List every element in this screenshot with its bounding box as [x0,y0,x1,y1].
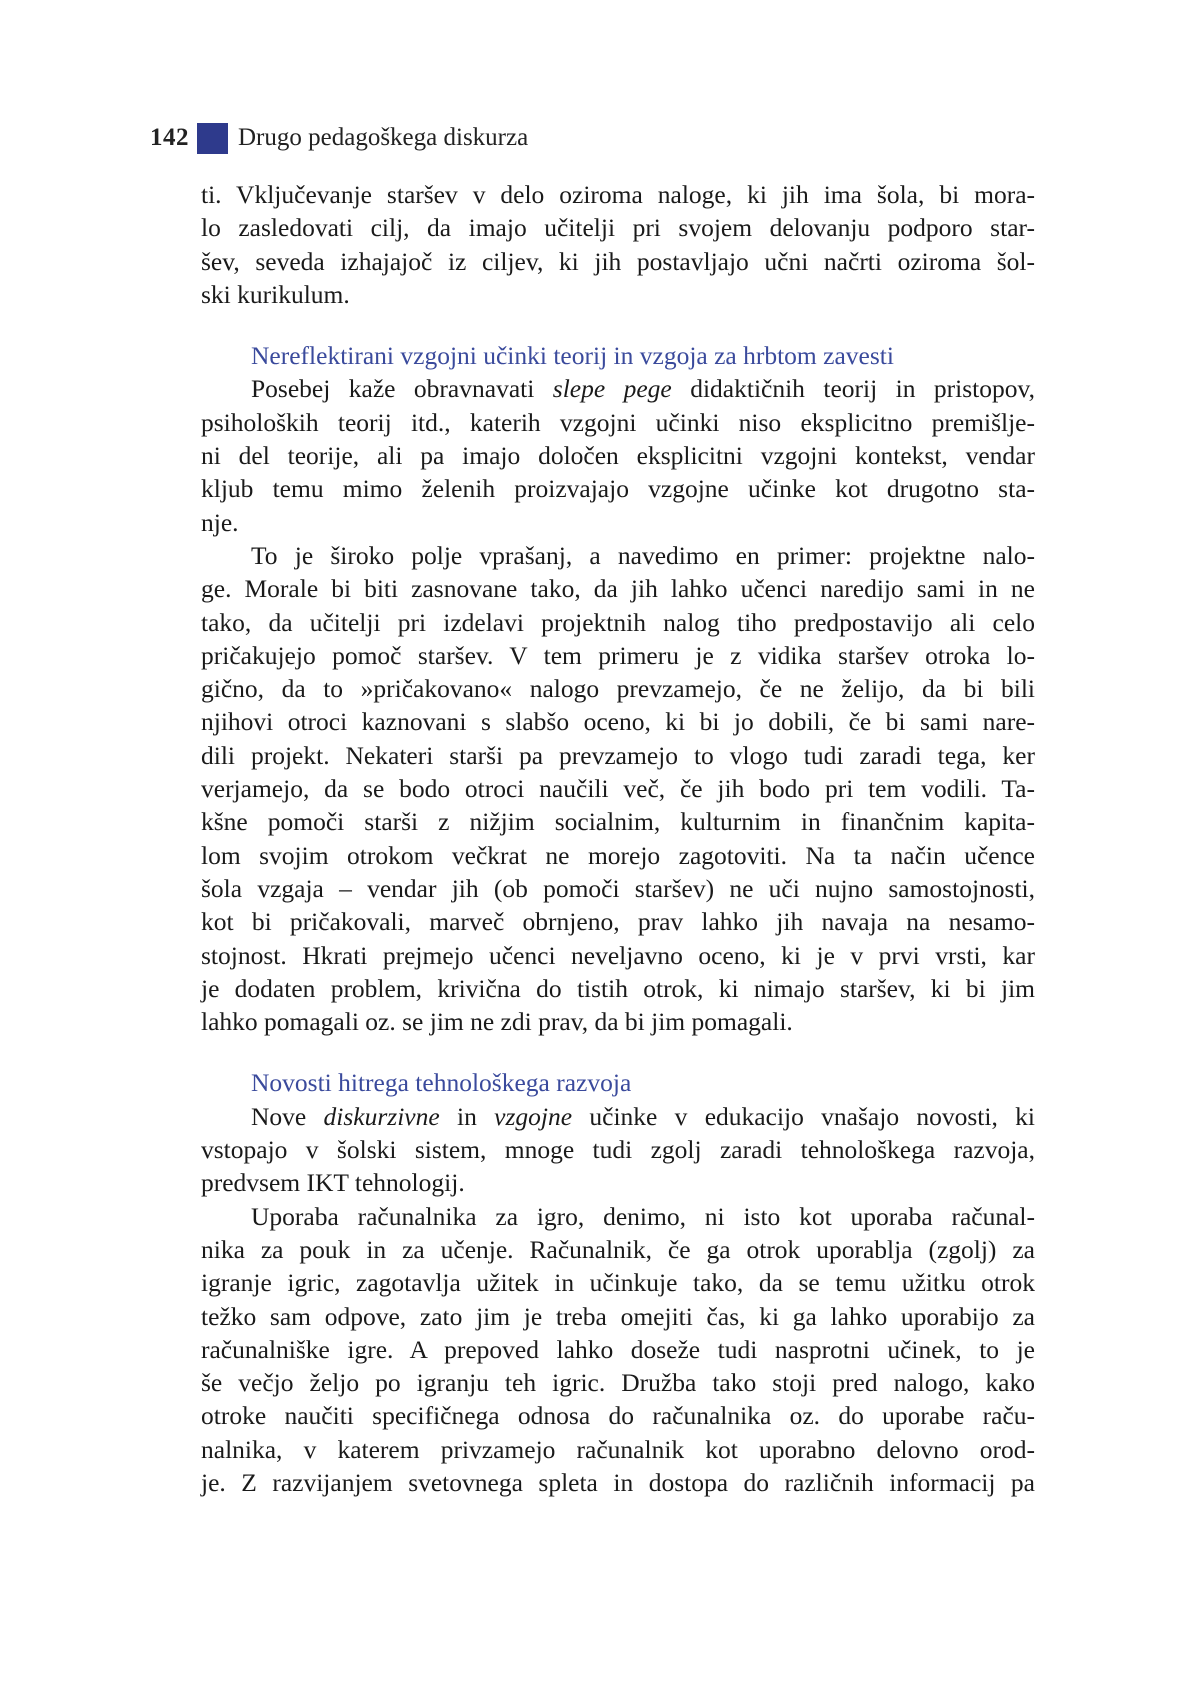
text-line: ti. Vključevanje staršev v delo oziroma naloge, ki jih ima šola, bi mora- [201,180,1035,209]
text-line: lo zasledovati cilj, da imajo učitelji pri svojem delovanju podporo star- [201,213,1035,243]
text-line: nje. [201,507,239,537]
text-line: njihovi otroci kaznovani s slabšo oceno, ki bi jo dobili, če bi sami nare- [201,707,1035,737]
text-line: To je široko polje vprašanj, a navedimo en primer: projektne nalo- [251,540,1035,570]
text-line: otroke naučiti specifičnega odnosa do računalnika oz. do uporabe raču- [201,1401,1035,1431]
text-run: in [439,1101,495,1131]
paragraph [201,1100,1035,1200]
text-line: ge. Morale bi biti zasnovane tako, da jih lahko učenci naredijo sami in ne [201,574,1035,604]
text-line: težko sam odpove, zato jim je treba omejiti čas, ki ga lahko uporabijo za [201,1301,1035,1331]
text-line: računalniške igre. A prepoved lahko doseže tudi nasprotni učinek, to je [201,1334,1035,1364]
text-line: šev, seveda izhajajoč iz ciljev, ki jih postavljajo učni načrti oziroma šol- [201,246,1035,276]
text-line: nika za pouk in za učenje. Računalnik, če ga otrok uporablja (zgolj) za [201,1234,1035,1264]
text-line [201,1100,1035,1133]
text-line: predvsem IKT tehnologij. [201,1168,465,1198]
text-line: pričakujejo pomoč staršev. V tem primeru je z vidika staršev otroka lo- [201,640,1035,670]
text-line: je dodaten problem, krivična do tistih otrok, ki nimajo staršev, ki bi jim [201,973,1035,1003]
italic-term: slepe pege [552,374,672,404]
text-line: ni del teorije, ali pa imajo določen eksplicitni vzgojni kontekst, vendar [201,441,1035,471]
text-line: tako, da učitelji pri izdelavi projektnih nalog tiho predpostavijo ali celo [201,607,1035,637]
italic-term: vzgojne [494,1101,573,1131]
text-run: učinke v edukacijo vnašajo novosti, ki [572,1101,1035,1131]
text-line: je. Z razvijanjem svetovnega spleta in dostopa do različnih informacij pa [201,1467,1035,1497]
page-header [150,118,528,158]
text-line: igranje igric, zagotavlja užitek in učinkuje tako, da se temu užitku otrok [201,1268,1035,1298]
text-line: kot bi pričakovali, marveč obrnjeno, prav lahko jih navaja na nesamo- [201,907,1035,937]
text-line: kljub temu mimo želenih proizvajajo vzgojne učinke kot drugotno sta- [201,474,1035,504]
text-line: lahko pomagali oz. se jim ne zdi prav, da bi jim pomagali. [201,1007,793,1037]
header-square-icon [197,123,228,154]
text-run: Nove [251,1101,324,1131]
body-text [201,178,1035,1499]
paragraph [201,372,1035,538]
text-line: lom svojim otrokom večkrat ne morejo zagotoviti. Na ta način učence [201,840,1035,870]
text-run: Posebej kaže obravnavati [251,374,553,404]
paragraph [201,1200,1035,1500]
text-line: gično, da to »pričakovano« nalogo prevzamejo, če ne želijo, da bi bili [201,674,1035,704]
text-line: vstopajo v šolski sistem, mnoge tudi zgolj zaradi tehnološkega razvoja, [201,1135,1035,1165]
text-line: še večjo željo po igranju teh igric. Družba tako stoji pred nalogo, kako [201,1368,1035,1398]
paragraph [201,539,1035,1038]
text-line: nalnika, v katerem privzamejo računalnik kot uporabno delovno orod- [201,1434,1035,1464]
text-line: kšne pomoči starši z nižjim socialnim, kulturnim in finančnim kapita- [201,807,1035,837]
text-line: verjamejo, da se bodo otroci naučili več, če jih bodo pri tem vodili. Ta- [201,774,1035,804]
paragraph-continued [201,178,1035,311]
text-line [201,372,1035,405]
section-heading-1: Nereflektirani vzgojni učinki teorij in vzgoja za hrbtom zavesti [251,341,894,371]
page-number: 142 [150,124,189,151]
text-run: didaktičnih teorij in pristopov, [671,374,1035,404]
text-line: dili projekt. Nekateri starši pa prevzamejo to vlogo tudi zaradi tega, ker [201,740,1035,770]
text-line: stojnost. Hkrati prejmejo učenci neveljavno oceno, ki je v prvi vrsti, kar [201,940,1035,970]
text-line: ski kurikulum. [201,279,350,309]
italic-term: diskurzivne [323,1101,440,1131]
section-heading-2: Novosti hitrega tehnološkega razvoja [251,1068,632,1098]
text-line: psiholoških teorij itd., katerih vzgojni učinki niso eksplicitno premišlje- [201,407,1035,437]
text-line: šola vzgaja – vendar jih (ob pomoči staršev) ne uči nujno samostojnosti, [201,873,1035,903]
text-line: Uporaba računalnika za igro, denimo, ni isto kot uporaba računal- [251,1201,1035,1231]
running-title: Drugo pedagoškega diskurza [238,124,529,151]
